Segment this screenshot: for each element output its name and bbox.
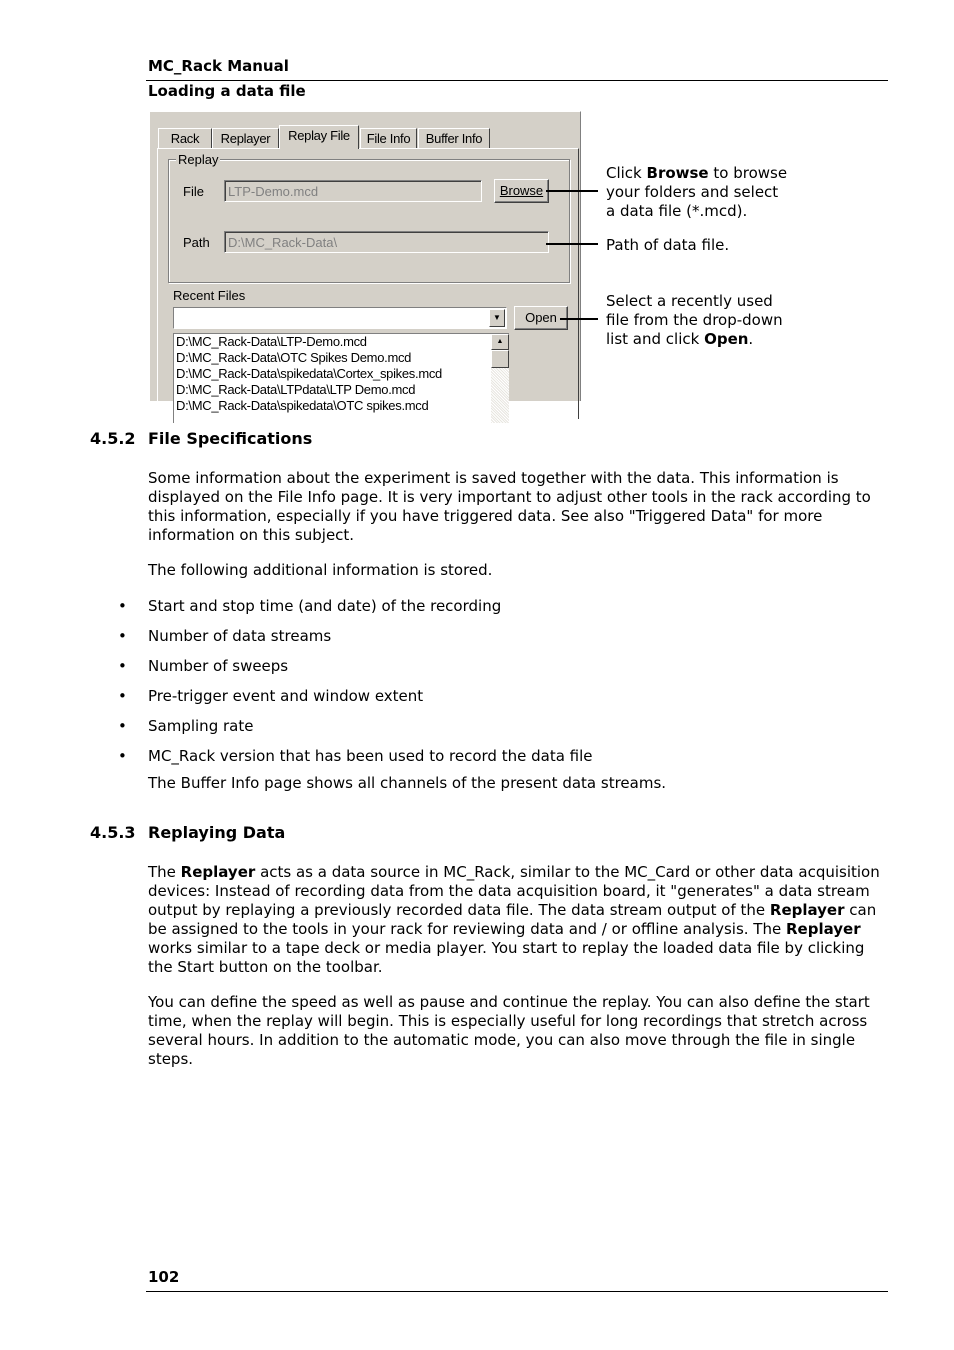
- paragraph: You can define the speed as well as pause and continue the replay. You can also define the start time, when the replay will begin. This is especially useful for long recordings that stretch across several hours. In addition to the automatic mode, you can also move through the file in single steps.: [148, 993, 870, 1068]
- scroll-up-icon[interactable]: ▲: [491, 334, 509, 350]
- list-item[interactable]: D:\MC_Rack-Data\spikedata\OTC spikes.mcd: [176, 398, 429, 413]
- callout-text: file from the drop-down: [606, 311, 783, 329]
- replay-file-panel: [157, 148, 579, 419]
- text-run: acts as a data source in MC_Rack, similar to the MC_Card or other data acquisition devices: Instead of recording data from the data acquisition board, it "generates" a data stream output by replaying a previously recorded data file. The data stream output of the: [148, 863, 880, 919]
- browse-button[interactable]: Browse: [494, 179, 549, 203]
- chevron-down-icon[interactable]: ▼: [489, 309, 505, 327]
- list-item: • Start and stop time (and date) of the recording: [118, 597, 502, 615]
- bold-run: Replayer: [180, 863, 256, 881]
- replay-groupbox: [168, 159, 570, 283]
- callout-text: list and click: [606, 330, 705, 348]
- list-item[interactable]: D:\MC_Rack-Data\spikedata\Cortex_spikes.mcd: [176, 366, 442, 381]
- scroll-thumb[interactable]: [491, 350, 509, 368]
- bold-run: Replayer: [769, 901, 845, 919]
- info-bullet-list: [118, 596, 593, 776]
- path-callout: Path of data file.: [606, 236, 730, 254]
- list-item: • MC_Rack version that has been used to record the data file: [118, 747, 593, 765]
- callout-text: your folders and select: [606, 183, 779, 201]
- paragraph: Some information about the experiment is saved together with the data. This information is displayed on the File Info page. It is very important to adjust other tools in the rack according to this information, especially if you have triggered data. See also "Triggered Data" for more information on this subject.: [148, 469, 871, 544]
- tab-rack[interactable]: Rack: [158, 128, 212, 149]
- open-leader-line: [560, 318, 598, 320]
- section-number: 4.5.3: [90, 823, 136, 842]
- bullet-text: Number of data streams: [148, 627, 332, 645]
- callout-text: Select a recently used: [606, 292, 773, 310]
- tab-file-info[interactable]: File Info: [360, 128, 417, 149]
- path-leader-line: [546, 243, 598, 245]
- tab-buffer-info[interactable]: Buffer Info: [418, 128, 490, 149]
- tab-replayer[interactable]: Replayer: [212, 128, 279, 149]
- replay-file-dialog: [149, 111, 581, 413]
- figure-heading: Loading a data file: [148, 82, 306, 100]
- callout-text: .: [748, 330, 754, 348]
- list-item: • Sampling rate: [118, 717, 254, 735]
- section-heading-453: [90, 823, 285, 842]
- file-label: File: [183, 184, 204, 199]
- recent-files-label: Recent Files: [173, 288, 246, 303]
- bullet-text: MC_Rack version that has been used to record the data file: [148, 747, 593, 765]
- callout-text: to browse: [708, 164, 788, 182]
- list-item: • Number of data streams: [118, 627, 332, 645]
- recent-callout: [606, 292, 783, 349]
- list-item[interactable]: D:\MC_Rack-Data\LTP-Demo.mcd: [176, 334, 367, 349]
- callout-text: Click: [606, 164, 647, 182]
- text-run: works similar to a tape deck or media player. You start to replay the loaded data file by clicking the Start button on the toolbar.: [148, 939, 865, 976]
- header-rule: [146, 80, 888, 81]
- page-number: 102: [148, 1268, 180, 1286]
- paragraph: The Buffer Info page shows all channels of the present data streams.: [148, 774, 667, 792]
- callout-text: a data file (*.mcd).: [606, 202, 748, 220]
- section-title: Replaying Data: [148, 823, 286, 842]
- replay-group-label: Replay: [178, 152, 219, 167]
- list-scrollbar[interactable]: [491, 334, 509, 423]
- open-button[interactable]: Open: [514, 306, 568, 330]
- bullet-text: Start and stop time (and date) of the recording: [148, 597, 502, 615]
- browse-callout: [606, 164, 787, 221]
- path-field[interactable]: D:\MC_Rack-Data\: [224, 231, 549, 253]
- bullet-text: Sampling rate: [148, 717, 254, 735]
- bullet-text: Number of sweeps: [148, 657, 289, 675]
- callout-bold: Open: [704, 330, 749, 348]
- browse-leader-line: [546, 190, 598, 192]
- paragraph: The following additional information is stored.: [148, 561, 493, 579]
- footer-rule: [146, 1291, 888, 1292]
- recent-files-list[interactable]: [173, 333, 509, 423]
- list-item[interactable]: D:\MC_Rack-Data\OTC Spikes Demo.mcd: [176, 350, 412, 365]
- bullet-text: Pre-trigger event and window extent: [148, 687, 424, 705]
- callout-bold: Browse: [646, 164, 709, 182]
- paragraph: [148, 863, 888, 977]
- tab-replay-file[interactable]: Replay File: [279, 125, 359, 149]
- bold-run: Replayer: [785, 920, 861, 938]
- text-run: The: [148, 863, 181, 881]
- list-item: • Pre-trigger event and window extent: [118, 687, 424, 705]
- file-field[interactable]: LTP-Demo.mcd: [224, 180, 482, 202]
- recent-files-dropdown[interactable]: [173, 307, 507, 329]
- list-item: • Number of sweeps: [118, 657, 289, 675]
- section-number: 4.5.2: [90, 429, 136, 448]
- path-label: Path: [183, 235, 210, 250]
- section-heading-452: [90, 429, 312, 448]
- manual-title: MC_Rack Manual: [148, 57, 289, 75]
- text-run: can be assigned to the tools in your rack for reviewing data and / or offline analysis. The: [148, 901, 877, 938]
- section-title: File Specifications: [148, 429, 313, 448]
- list-item[interactable]: D:\MC_Rack-Data\LTPdata\LTP Demo.mcd: [176, 382, 416, 397]
